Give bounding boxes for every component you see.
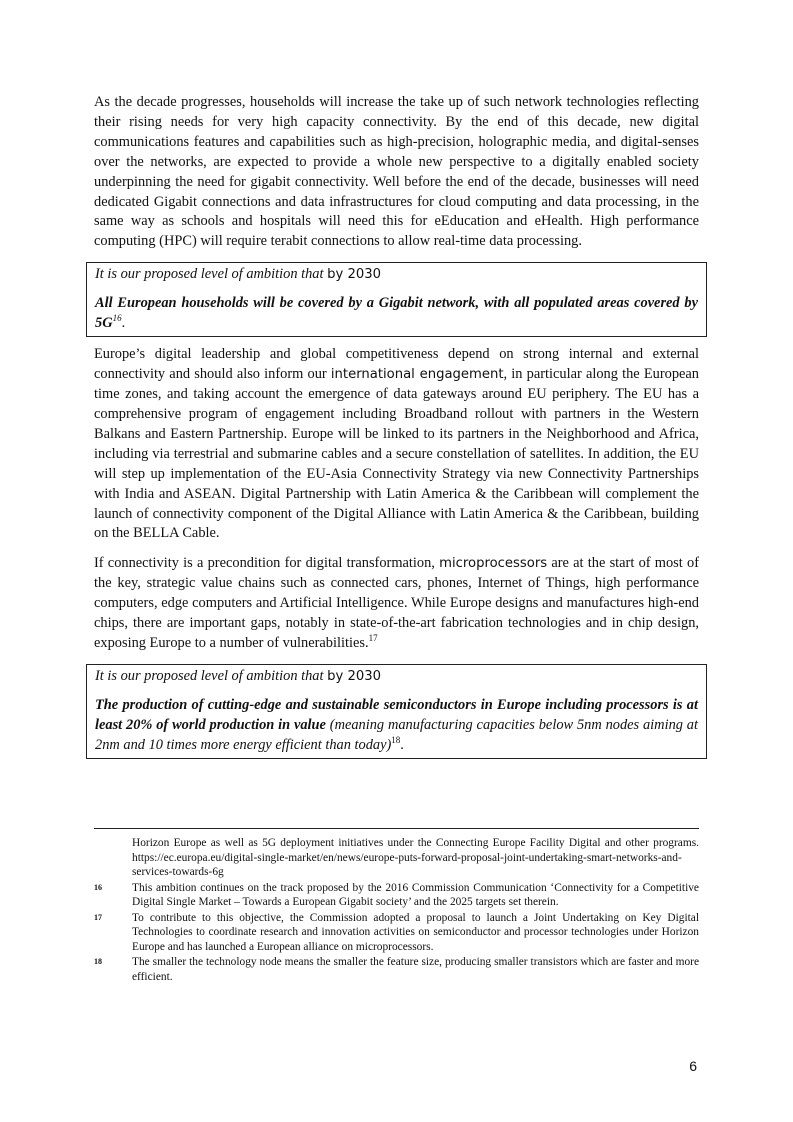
footnote-number: 18 [94, 957, 102, 966]
ambition-year: by 2030 [327, 267, 382, 283]
ambition-lead [95, 265, 698, 284]
page-body [94, 93, 699, 767]
footnote-text: This ambition continues on the track proposed by the 2016 Commission Communication ‘Connectivity for a Competitive Digital Single Market – Towards a European Gigabit society’ and the 2025 targets set therein. [132, 881, 699, 908]
paragraph-text: are at the start of most of the key, strategic value chains such as connected cars, phones, Internet of Things, high performance computers, edge computers and Artificial Intelligence. While Europe designs and manufactures high-end chips, there are important gaps, notably in state-of-the-art fabrication technologies and in chip design, exposing Europe to a number of vulnerabilities. [94, 555, 699, 651]
ambition-box-semiconductors [86, 664, 707, 759]
footnote-text: The smaller the technology node means the smaller the feature size, producing smaller transistors which are faster and more efficient. [132, 956, 699, 983]
paragraph-microprocessors [94, 554, 699, 654]
ambition-box-gigabit [86, 262, 707, 337]
footnote-separator [94, 828, 699, 829]
ambition-year: by 2030 [327, 668, 382, 684]
ambition-statement-text: All European households will be covered by a Gigabit network, with all populated areas covered by 5G [95, 295, 698, 332]
footnote-continued [94, 836, 699, 880]
term-microprocessors: microprocessors [439, 556, 548, 572]
term-international-engagement: international engagement [330, 367, 504, 383]
footnote-ref-18: 18 [391, 735, 401, 746]
footnote-ref-17: 17 [368, 633, 378, 644]
paragraph-text: Europe’s digital leadership and global competitiveness depend on strong internal and external connectivity and should also inform our [94, 346, 699, 383]
paragraph-text: , in particular along the European time zones, and taking account the emergence of data gateways around EU periphery. The EU has a comprehensive program of engagement including Broadband rollout with partners in the Western Balkans and Eastern Partnership. Europe will be linked to its partners in the Neighborhood and Africa, including via terrestrial and submarine cables and a secure constellation of satellites. In addition, the EU will step up implementation of the EU-Asia Connectivity Strategy via new Connectivity Partnerships with India and ASEAN. Digital Partnership with Latin America & the Caribbean will complement the launch of connectivity component of the Digital Alliance with Latin America & the Caribbean, building on the BELLA Cable. [94, 366, 699, 542]
ambition-statement [95, 695, 698, 755]
ambition-lead-text: It is our proposed level of ambition that [95, 266, 328, 283]
ambition-statement-text: The production of cutting-edge and sustainable semiconductors in Europe including processors is at least 20% of world production in value [95, 696, 698, 733]
paragraph-text: If connectivity is a precondition for digital transformation, [94, 555, 440, 572]
ambition-lead [95, 667, 698, 686]
ambition-lead-text: It is our proposed level of ambition that [95, 667, 328, 684]
footnote-text: Horizon Europe as well as 5G deployment initiatives under the Connecting Europe Facility Digital and other programs. https://ec.europa.eu/digital-single-market/en/news/europe-puts-forward-proposal-joint-undertaking-smart-networks-and-services-towards-6g [132, 837, 699, 878]
footnotes [94, 836, 699, 985]
footnote-number: 16 [94, 882, 102, 892]
ambition-statement-end: . [121, 315, 126, 332]
ambition-statement [95, 293, 698, 333]
footnote-text: To contribute to this objective, the Commission adopted a proposal to launch a Joint Undertaking on Key Digital Technologies to coordinate research and innovation activities on semiconductor and processor technologies under Horizon Europe and has launched a European alliance on microprocessors. [132, 911, 699, 953]
footnote-16 [94, 881, 699, 910]
footnote-number: 17 [94, 912, 102, 922]
footnote-ref-16: 16 [112, 313, 122, 324]
ambition-statement-detail: (meaning manufacturing capacities below 5nm nodes aiming at 2nm and 10 times more energy efficient than today) [95, 716, 699, 753]
paragraph-international-engagement [94, 345, 699, 544]
ambition-statement-end: . [400, 736, 404, 753]
page-number: 6 [689, 1058, 697, 1074]
footnote-17 [94, 911, 699, 955]
paragraph-households-gigabit: As the decade progresses, households will increase the take up of such network technologies reflecting their rising needs for very high capacity connectivity. By the end of this decade, new digital communications features and capabilities such as high-precision, holographic media, and digital-senses over the networks, are expected to provide a whole new perspective to a digitally enabled society underpinning the need for gigabit connectivity. Well before the end of the decade, businesses will need dedicated Gigabit connections and data infrastructures for cloud computing and data processing, in the same way as schools and hospitals will need this for eEducation and eHealth. High performance computing (HPC) will require terabit connections to allow real-time data processing. [94, 94, 699, 250]
footnote-18 [94, 955, 699, 984]
